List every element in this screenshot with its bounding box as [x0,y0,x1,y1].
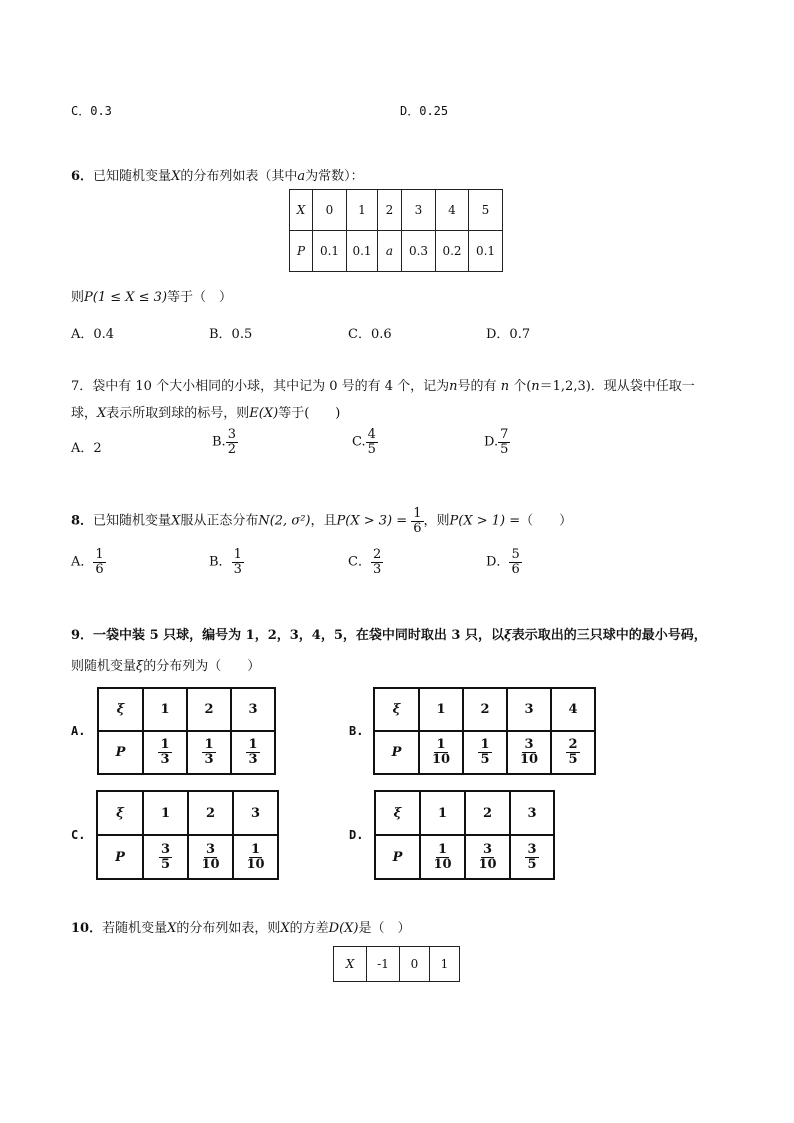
q9-xi: ξ [136,659,144,674]
frac-num: 1 [437,841,448,857]
q8-var: X [171,513,181,529]
q7-line2 [71,402,340,421]
q7-option-d [484,428,510,456]
q6-x-cell: 3 [402,190,436,231]
q6-p-cell: 0.2 [436,231,469,272]
q7-line2-b: X [97,406,107,421]
prob-cell [507,731,551,774]
q6-number: 6． [71,169,94,184]
frac-den: 3 [204,752,214,767]
q8-option-b [209,548,244,576]
q6-ask-b: 等于（ ） [167,290,233,305]
frac-num: 3 [527,841,537,857]
q8-stem-e: （ ） [520,513,573,529]
q10-stem-d: 是（ ） [358,921,411,936]
frac-den: 2 [227,441,236,457]
val-cell: 1 [143,791,188,835]
q6-stem-b: 的分布列如表（其中 [180,169,298,184]
frac-den: 6 [511,561,520,577]
val-cell: 2 [463,688,507,731]
q7-line1-d: ＝1,2,3)．现从袋中任取一 [539,379,695,394]
q10-var: X [280,921,290,936]
frac-den: 5 [500,441,509,457]
q10-distribution-table [333,946,460,982]
frac-num: 3 [524,737,534,753]
q7-line2-d: E(X) [249,406,279,421]
frac-den: 10 [201,856,220,872]
frac-num: 1 [250,841,261,857]
q6-option-b: B．0.5 [209,327,253,342]
frac-den: 3 [372,561,382,577]
q6-option-c: C．0.6 [348,327,392,342]
q6-p-cell: 0.1 [469,231,503,272]
p-label: P [375,835,420,879]
q10-stem-b: 的分布列如表，则 [176,921,281,936]
frac-num: 1 [480,737,490,753]
q7-option-b-letter: B. [212,434,226,450]
frac-den: 3 [248,752,258,767]
prob-cell [233,835,278,879]
frac-den: 3 [233,561,242,577]
prob-cell [188,835,233,879]
q7-option-a: A．2 [71,441,102,456]
prob-cell [463,731,507,774]
xi-label: ξ [374,688,419,731]
q6-stem-c: 为常数）： [305,169,364,184]
q9-option-c-letter: C. [71,828,86,842]
q10-var: X [167,921,177,936]
prob-cell [231,731,275,774]
q5-option-d: D．0.25 [400,104,449,118]
q10-x-cell: 0 [400,947,430,982]
val-cell: 3 [233,791,278,835]
val-cell: 4 [551,688,595,731]
q8-option-a [71,548,106,576]
frac-num: 3 [205,841,216,857]
q7-n: n [449,379,458,394]
frac-den: 5 [160,856,171,872]
q6-distribution-table [289,189,503,272]
q6-option-a: A．0.4 [71,327,115,342]
q6-x-label: X [290,190,313,231]
q10-number: 10． [71,921,103,936]
q6-stem-a: 已知随机变量 [93,169,172,184]
q9-line1-a: 9．一袋中装 5 只球，编号为 1，2，3，4，5，在袋中同时取出 3 只，以 [71,628,504,643]
q7-line1 [71,375,695,394]
q6-x-cell: 5 [469,190,503,231]
frac-den: 5 [480,752,490,767]
frac-den: 6 [95,561,104,577]
frac-den: 6 [413,520,422,536]
p-label: P [98,731,143,774]
q7-line1-c: 个( [513,379,532,394]
q8-stem-b: 服从正态分布 [180,513,259,529]
prob-cell [143,731,187,774]
frac-num: 3 [482,841,493,857]
q8-cond: P(X > 3) = [336,513,408,529]
q8-option-letter: C． [348,554,371,570]
frac-num: 1 [160,737,170,753]
p-label: P [374,731,419,774]
q10-x-cell: 1 [430,947,460,982]
frac-num: 7 [500,427,509,442]
q7-option-c [352,428,378,456]
q8-number: 8． [71,513,94,529]
frac-den: 5 [367,441,376,457]
val-cell: 3 [507,688,551,731]
q6-p-label: P [290,231,313,272]
q6-x-cell: 0 [313,190,347,231]
frac-num: 1 [413,506,422,521]
q6-ask [71,286,232,305]
q8-option-d [486,548,522,576]
q7-option-b [212,428,238,456]
q6-var: X [171,169,181,184]
q7-line2-a: 球， [71,406,98,421]
q10-stem [71,917,411,936]
frac-den: 10 [519,752,539,767]
q9-xi: ξ [504,628,512,643]
prob-cell [143,835,188,879]
q6-const: a [297,169,306,184]
frac-num: 3 [227,427,236,442]
q7-option-c-letter: C. [352,434,366,450]
q8-option-letter: B． [209,554,232,570]
q6-ask-expr: P(1 ≤ X ≤ 3) [84,290,168,305]
frac-den: 5 [568,752,578,767]
q9-line1 [71,624,707,643]
q8-option-letter: A． [71,554,94,570]
q9-option-d-letter: D. [349,828,364,842]
frac-den: 10 [433,856,452,872]
frac-num: 3 [160,841,171,857]
prob-cell [510,835,554,879]
q7-line2-e: 等于( ) [278,406,341,421]
val-cell: 3 [510,791,554,835]
frac-num: 4 [367,427,376,442]
q9-line2 [71,655,260,674]
q6-x-cell: 2 [378,190,402,231]
q9-option-b-letter: B. [349,724,364,738]
p-label: P [97,835,143,879]
q10-stem-c: 的方差 [289,921,329,936]
prob-cell [419,731,463,774]
frac-num: 1 [436,737,446,753]
frac-num: 2 [372,547,382,562]
xi-label: ξ [97,791,143,835]
prob-cell [187,731,231,774]
val-cell: 1 [143,688,187,731]
q9-table-d [374,790,555,880]
q8-stem-d: ，则 [423,513,450,529]
frac-den: 10 [431,752,451,767]
val-cell: 1 [419,688,463,731]
q9-table-c [96,790,279,880]
q10-x-cell: -1 [367,947,400,982]
q6-stem [71,165,364,184]
q6-x-cell: 4 [436,190,469,231]
frac-num: 1 [95,547,104,562]
prob-cell [420,835,465,879]
q5-option-c: C．0.3 [71,104,112,118]
frac-num: 1 [204,737,214,753]
q10-dx: D(X) [328,921,359,936]
q8-stem-c: ，且 [310,513,337,529]
frac-den: 5 [527,856,537,872]
q7-n: n [500,379,510,394]
q9-line1-b: 表示取出的三只球中的最小号码， [511,628,707,643]
prob-cell [551,731,595,774]
frac-num: 1 [248,737,258,753]
val-cell: 2 [188,791,233,835]
val-cell: 2 [465,791,510,835]
q9-option-a-letter: A. [71,724,86,738]
prob-cell [465,835,510,879]
q7-line1-b: 号的有 [457,379,497,394]
q9-table-b [373,687,596,775]
q10-stem-a: 若随机变量 [102,921,168,936]
xi-label: ξ [375,791,420,835]
val-cell: 3 [231,688,275,731]
q8-dist: N(2, σ²) [258,513,311,529]
q6-x-cell: 1 [347,190,378,231]
q9-line2-b: 的分布列为（ ） [143,659,261,674]
q6-p-cell: a [378,231,402,272]
q7-n: n [531,379,540,394]
q6-ask-a: 则 [71,290,85,305]
frac-num: 5 [511,547,520,562]
q8-option-c [348,548,383,576]
q9-table-a [97,687,276,775]
frac-den: 10 [246,856,265,872]
q8-stem-a: 已知随机变量 [93,513,172,529]
q7-line2-c: 表示所取到球的标号，则 [106,406,250,421]
frac-num: 1 [233,547,242,562]
q8-ask: P(X > 1) = [449,513,521,529]
frac-den: 3 [160,752,170,767]
frac-num: 2 [568,737,578,753]
xi-label: ξ [98,688,143,731]
q10-x-label: X [334,947,367,982]
q6-p-cell: 0.1 [313,231,347,272]
q9-line2-a: 则随机变量 [71,659,137,674]
q7-option-d-letter: D. [484,434,499,450]
q7-line1-a: 7．袋中有 10 个大小相同的小球，其中记为 0 号的有 4 个，记为 [71,379,450,394]
val-cell: 2 [187,688,231,731]
q8-stem [71,507,572,535]
q6-p-cell: 0.1 [347,231,378,272]
q6-p-cell: 0.3 [402,231,436,272]
q6-option-d: D．0.7 [486,327,531,342]
val-cell: 1 [420,791,465,835]
frac-den: 10 [478,856,497,872]
q8-option-letter: D． [486,554,510,570]
